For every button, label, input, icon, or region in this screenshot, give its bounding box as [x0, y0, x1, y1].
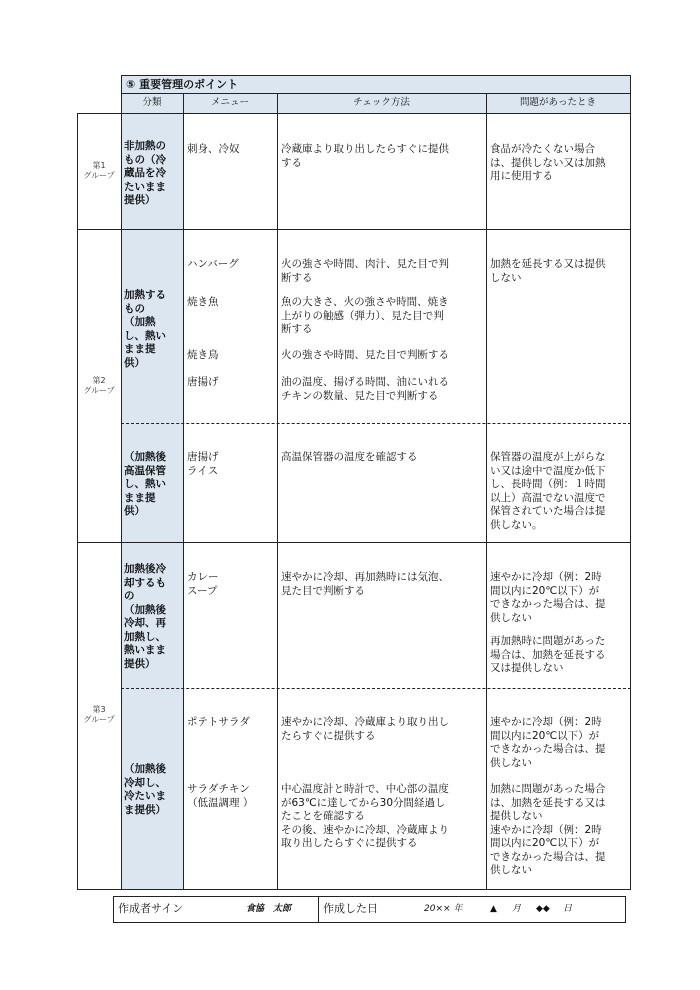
group3a-check: 速やかに冷却、再加熱時には気泡、 見た目で判断する	[281, 571, 449, 597]
group3b-problem-potato-salad: 速やかに冷却（例：2時 間以内に20℃以下）が できなかった場合は、提 供しない	[490, 716, 606, 769]
group3b-check-salad-chicken: 中心温度計と時計で、中心部の温度 が63℃に達してから30分間経過し たことを確認する その後、速やかに冷却、冷蔵庫より 取り出したらすぐに提供する	[281, 783, 449, 849]
group3a-problem-reheat: 再加熱時に問題があった 場合は、加熱を延長する 又は提供しない	[490, 635, 606, 674]
category-column-left-border	[121, 75, 122, 889]
group3a-problem-cooling: 速やかに冷却（例：2時 間以内に20℃以下）が できなかった場合は、提 供しない	[490, 571, 606, 624]
group3b-problem-salad-chicken: 加熱に問題があった場合 は、加熱を延長する又は 提供しない 速やかに冷却（例：2時 間以内に20℃以下）が できなかった場合は、提 供しない	[490, 783, 606, 876]
group1-menu: 刺身、冷奴	[187, 143, 240, 155]
group3b-check-potato-salad: 速やかに冷却、冷蔵庫より取り出し たらすぐに提供する	[281, 716, 449, 742]
group3a-category: 加熱後冷 却するも の （加熱後 冷却、再 加熱し、 熱いまま 提供）	[124, 563, 166, 670]
group2a-check-grilled-fish: 魚の大きさ、火の強さや時間、焼き 上がりの触感（弾力）、見た目で判 断する	[281, 296, 449, 335]
group-label-2: 第2 グループ	[83, 376, 115, 395]
group2b-menu: 唐揚げ ライス	[187, 451, 219, 477]
group-column-left-border	[77, 113, 78, 889]
group1-problem: 食品が冷たくない場合 は、提供しない又は加熱 用に使用する	[490, 143, 606, 182]
table-border-top	[121, 75, 631, 76]
group1-check: 冷蔵庫より取り出したらすぐに提供 する	[281, 143, 449, 169]
group1-divider	[77, 229, 631, 230]
check-column-right-border	[486, 93, 487, 889]
date-day: 日	[563, 904, 573, 914]
date-year: 20×× 年	[424, 904, 463, 914]
table-border-bottom	[77, 889, 631, 890]
group3b-menu-salad-chicken: サラダチキン （低温調理 ）	[187, 783, 254, 809]
footer-divider	[318, 896, 319, 923]
group2a-menu-grilled-fish: 焼き魚	[187, 296, 219, 308]
group2a-menu-yakitori: 焼き鳥	[187, 349, 219, 361]
group2-sub-divider	[121, 423, 631, 424]
group3b-category: （加熱後 冷却し、 冷たいま ま提供）	[124, 763, 166, 816]
group2b-check: 高温保管器の温度を確認する	[281, 451, 418, 463]
group2a-menu-hamburg: ハンバーグ	[187, 258, 239, 270]
group2a-check-hamburg: 火の強さや時間、肉汁、見た目で判 断する	[281, 258, 449, 284]
group1-category: 非加熱の もの（冷 蔵品を冷 たいまま 提供）	[124, 140, 166, 206]
group2a-check-yakitori: 火の強さや時間、見た目で判断する	[281, 349, 449, 361]
menu-column-right-border	[277, 93, 278, 889]
header-problem: 問題があったとき	[520, 97, 596, 108]
group2a-menu-karaage: 唐揚げ	[187, 376, 219, 388]
author-label: 作成者サイン	[118, 902, 184, 915]
group2a-category: 加熱する もの （加熱 し、熱い まま提 供）	[124, 289, 166, 369]
date-month-mark: ▲	[490, 904, 497, 914]
group2b-problem: 保管器の温度が上がらな い又は途中で温度か低下 し、長時間（例：１時間 以上）高温でない温度で 保管されていた場合は提 供しない。	[490, 451, 606, 531]
group-label-1: 第1 グループ	[83, 161, 115, 180]
title-divider	[121, 93, 631, 94]
date-label: 作成した日	[323, 902, 378, 915]
group2a-check-karaage: 油の温度、揚げる時間、油にいれる チキンの数量、見た目で判断する	[281, 376, 449, 402]
group2b-category: （加熱後 高温保管 し、熱い まま提 供）	[124, 451, 166, 517]
author-name: 食協 太郎	[246, 904, 292, 914]
header-menu: メニュー	[210, 97, 249, 108]
header-check-method: チェック方法	[353, 97, 410, 108]
group3b-menu-potato-salad: ポテトサラダ	[187, 716, 250, 728]
group3-sub-divider	[121, 688, 631, 689]
group2a-problem: 加熱を延長する又は提供 しない	[490, 258, 606, 284]
group3a-menu: カレー スープ	[187, 571, 219, 597]
header-divider	[77, 113, 631, 114]
date-month: 月	[512, 904, 522, 914]
group-label-3: 第3 グループ	[83, 705, 115, 724]
table-border-right	[630, 75, 631, 889]
header-category: 分類	[142, 97, 162, 108]
section-title: ⑤ 重要管理のポイント	[126, 78, 239, 91]
group2-divider	[77, 542, 631, 543]
date-day-mark: ◆◆	[536, 904, 550, 914]
